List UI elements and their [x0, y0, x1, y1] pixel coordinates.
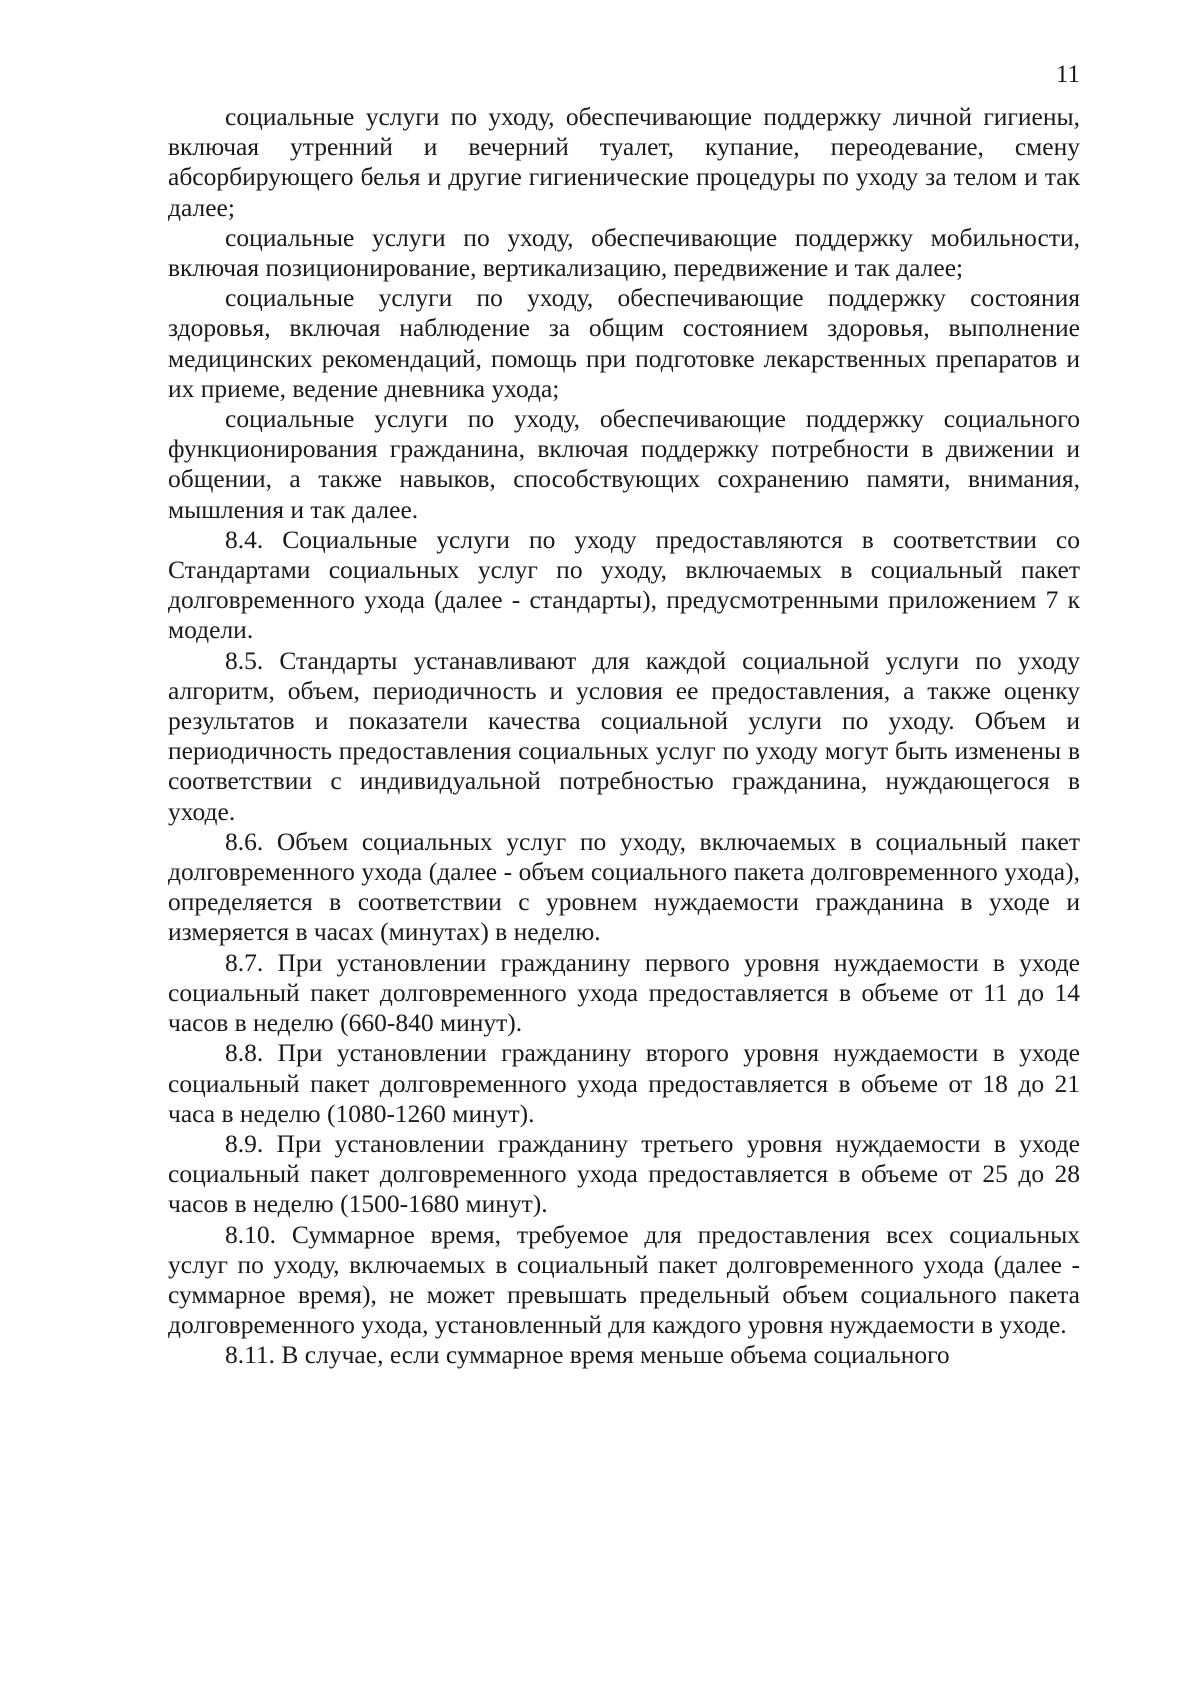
- paragraph-social-functioning-care: социальные услуги по уходу, обеспечивающие поддержку социального функционирования гражданина, включая поддержку потребности в движении и общении, а также навыков, способствующих сохранению памяти, внимания, мышления и так далее.: [168, 404, 1080, 524]
- paragraph-8-10: 8.10. Суммарное время, требуемое для предоставления всех социальных услуг по уходу, включаемых в социальный пакет долговременного ухода (далее - суммарное время), не может превышать предельный объем социального пакета долговременного ухода, установленный для каждого уровня нуждаемости в уходе.: [168, 1219, 1080, 1340]
- paragraph-8-7: 8.7. При установлении гражданину первого уровня нуждаемости в уходе социальный пакет долговременного ухода предоставляется в объеме от 11 до 14 часов в неделю (660-840 минут).: [168, 947, 1080, 1038]
- paragraph-8-4: 8.4. Социальные услуги по уходу предоставляются в соответствии со Стандартами социальных услуг по уходу, включаемых в социальный пакет долговременного ухода (далее - стандарты), предусмотренными приложением 7 к модели.: [168, 524, 1080, 645]
- document-body: [168, 102, 1080, 1371]
- paragraph-8-8: 8.8. При установлении гражданину второго уровня нуждаемости в уходе социальный пакет долговременного ухода предоставляется в объеме от 18 до 21 часа в неделю (1080-1260 минут).: [168, 1038, 1080, 1128]
- paragraph-health-care: социальные услуги по уходу, обеспечивающие поддержку состояния здоровья, включая наблюдение за общим состоянием здоровья, выполнение медицинских рекомендаций, помощь при подготовке лекарственных препаратов и их приеме, ведение дневника ухода;: [168, 283, 1080, 403]
- paragraph-mobility-care: социальные услуги по уходу, обеспечивающие поддержку мобильности, включая позиционирование, вертикализацию, передвижение и так далее;: [168, 222, 1080, 283]
- paragraph-hygiene-care: социальные услуги по уходу, обеспечивающие поддержку личной гигиены, включая утренний и вечерний туалет, купание, переодевание, смену абсорбирующего белья и другие гигиенические процедуры по уходу за телом и так далее;: [168, 102, 1080, 222]
- paragraph-8-6: 8.6. Объем социальных услуг по уходу, включаемых в социальный пакет долговременного ухода (далее - объем социального пакета долговременного ухода), определяется в соответствии с уровнем нуждаемости гражданина в уходе и измеряется в часах (минутах) в неделю.: [168, 826, 1080, 947]
- paragraph-8-9: 8.9. При установлении гражданину третьего уровня нуждаемости в уходе социальный пакет долговременного ухода предоставляется в объеме от 25 до 28 часов в неделю (1500-1680 минут).: [168, 1128, 1080, 1219]
- paragraph-8-5: 8.5. Стандарты устанавливают для каждой социальной услуги по уходу алгоритм, объем, периодичность и условия ее предоставления, а также оценку результатов и показатели качества социальной услуги по уходу. Объем и периодичность предоставления социальных услуг по уходу могут быть изменены в соответствии с индивидуальной потребностью гражданина, нуждающегося в уходе.: [168, 645, 1080, 826]
- page-number: 11: [1055, 61, 1080, 88]
- paragraph-8-11: 8.11. В случае, если суммарное время меньше объема социального: [225, 1340, 950, 1370]
